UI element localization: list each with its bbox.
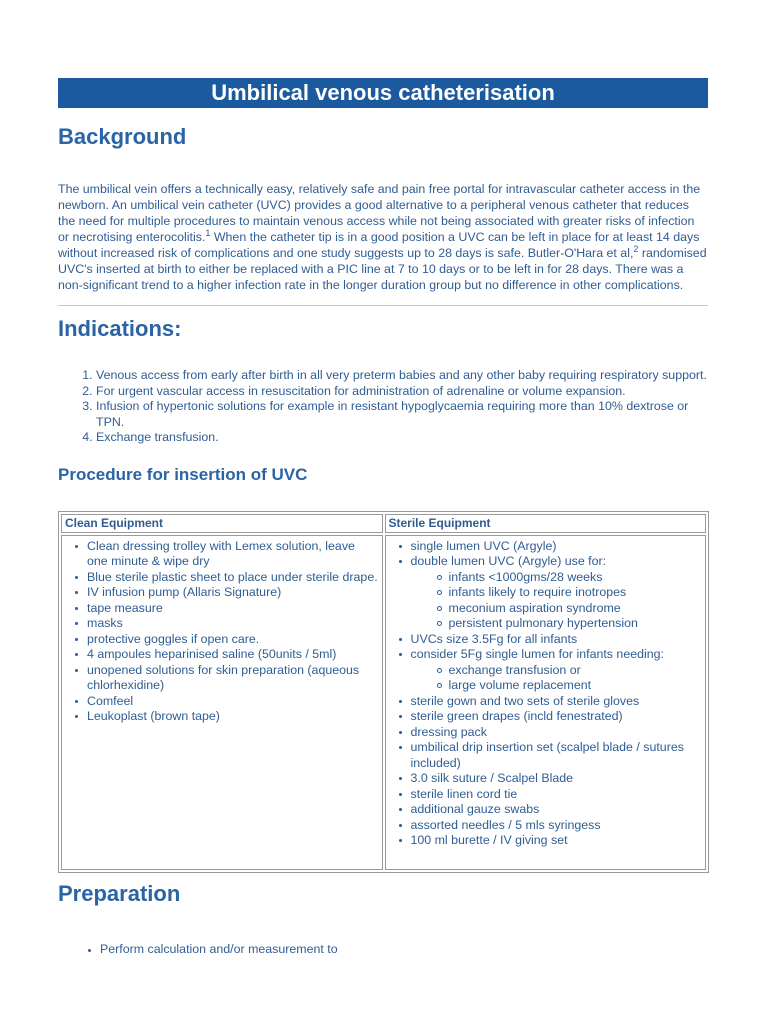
list-item: protective goggles if open care.	[87, 632, 379, 648]
list-item: Perform calculation and/or measurement to	[100, 942, 708, 956]
list-item: single lumen UVC (Argyle)	[411, 539, 703, 555]
list-item: IV infusion pump (Allaris Signature)	[87, 585, 379, 601]
document-title: Umbilical venous catheterisation	[58, 78, 708, 108]
indications-heading: Indications:	[58, 316, 182, 341]
clean-equipment-list	[65, 539, 379, 725]
list-item-text: consider 5Fg single lumen for infants needing:	[410, 647, 664, 662]
equipment-table	[58, 511, 709, 873]
sub-list-item: infants <1000gms/28 weeks	[449, 570, 703, 586]
table-header-row	[61, 514, 706, 533]
sterile-equipment-header: Sterile Equipment	[385, 514, 707, 533]
list-item: 100 ml burette / IV giving set	[411, 833, 703, 849]
sub-list-item: exchange transfusion or	[449, 663, 703, 679]
list-item: tape measure	[87, 601, 379, 617]
clean-equipment-header: Clean Equipment	[61, 514, 383, 533]
list-item: unopened solutions for skin preparation (aqueous chlorhexidine)	[87, 663, 379, 694]
list-item: dressing pack	[411, 725, 703, 741]
list-item: sterile green drapes (incld fenestrated)	[411, 709, 703, 725]
sub-list-item: infants likely to require inotropes	[449, 585, 703, 601]
list-item	[411, 647, 703, 694]
sub-list-item: meconium aspiration syndrome	[449, 601, 703, 617]
background-heading: Background	[58, 124, 187, 149]
list-item: sterile linen cord tie	[411, 787, 703, 803]
reference-link-2[interactable]: 2	[633, 244, 639, 254]
background-text-a: The umbilical vein offers a technically easy, relatively safe and pain free portal for intravascular catheter access in the newborn. An umbilical vein catheter (UVC) provides a good alternative to a peripheral venous catheter that reduces the need for multiple procedures to maintain venous access while not being associated with greater risks of infection or necrotising enterocolitis.	[58, 182, 701, 244]
background-text-c: randomised UVC's inserted at birth to either be replaced with a PIC line at 7 to 10 days or to be left in for 28 days. There was a non-significant trend to a higher infection rate in the longer duration group but no difference in other complications.	[58, 246, 707, 292]
list-item: umbilical drip insertion set (scalpel blade / sutures included)	[411, 740, 703, 771]
list-item: 3. Infusion of hypertonic solutions for example in resistant hypoglycaemia requiring more than 10% dextrose or TPN.	[96, 399, 708, 430]
list-item: UVCs size 3.5Fg for all infants	[411, 632, 703, 648]
indications-list	[58, 368, 708, 446]
list-item: sterile gown and two sets of sterile gloves	[411, 694, 703, 710]
preparation-heading: Preparation	[58, 880, 181, 906]
list-item: Leukoplast (brown tape)	[87, 709, 379, 725]
list-item	[411, 554, 703, 632]
list-item-text: double lumen UVC (Argyle) use for:	[410, 554, 607, 569]
list-item: assorted needles / 5 mls syringess	[411, 818, 703, 834]
list-item: 2. For urgent vascular access in resuscitation for administration of adrenaline or volume expansion.	[96, 384, 708, 400]
preparation-list	[58, 942, 708, 956]
procedure-heading: Procedure for insertion of UVC	[58, 464, 308, 484]
sub-list-item: persistent pulmonary hypertension	[449, 616, 703, 632]
double-lumen-sublist	[411, 570, 703, 632]
table-row	[61, 535, 706, 870]
list-item: 1. Venous access from early after birth in all very preterm babies and any other baby requiring respiratory support.	[96, 368, 708, 384]
sub-list-item: large volume replacement	[449, 678, 703, 694]
single-lumen-sublist	[411, 663, 703, 694]
background-paragraph	[58, 181, 708, 293]
list-item: 3.0 silk suture / Scalpel Blade	[411, 771, 703, 787]
list-item: 4 ampoules heparinised saline (50units / 5ml)	[87, 647, 379, 663]
list-item: masks	[87, 616, 379, 632]
sterile-equipment-list	[389, 539, 703, 849]
list-item: 4. Exchange transfusion.	[96, 430, 708, 446]
list-item: additional gauze swabs	[411, 802, 703, 818]
reference-link-1[interactable]: 1	[205, 228, 211, 238]
list-item: Clean dressing trolley with Lemex solution, leave one minute & wipe dry	[87, 539, 379, 570]
clean-equipment-cell	[61, 535, 383, 870]
list-item: Blue sterile plastic sheet to place under sterile drape.	[87, 569, 378, 584]
background-text-b: When the catheter tip is in a good position a UVC can be left in place for at least 14 days without increased risk of complications and one study suggests up to 28 days is safe. Butler-O'Hara et al,	[58, 230, 700, 260]
sterile-equipment-cell	[385, 535, 707, 870]
section-divider	[58, 305, 708, 306]
document-page	[58, 78, 708, 956]
list-item: Comfeel	[87, 694, 379, 710]
